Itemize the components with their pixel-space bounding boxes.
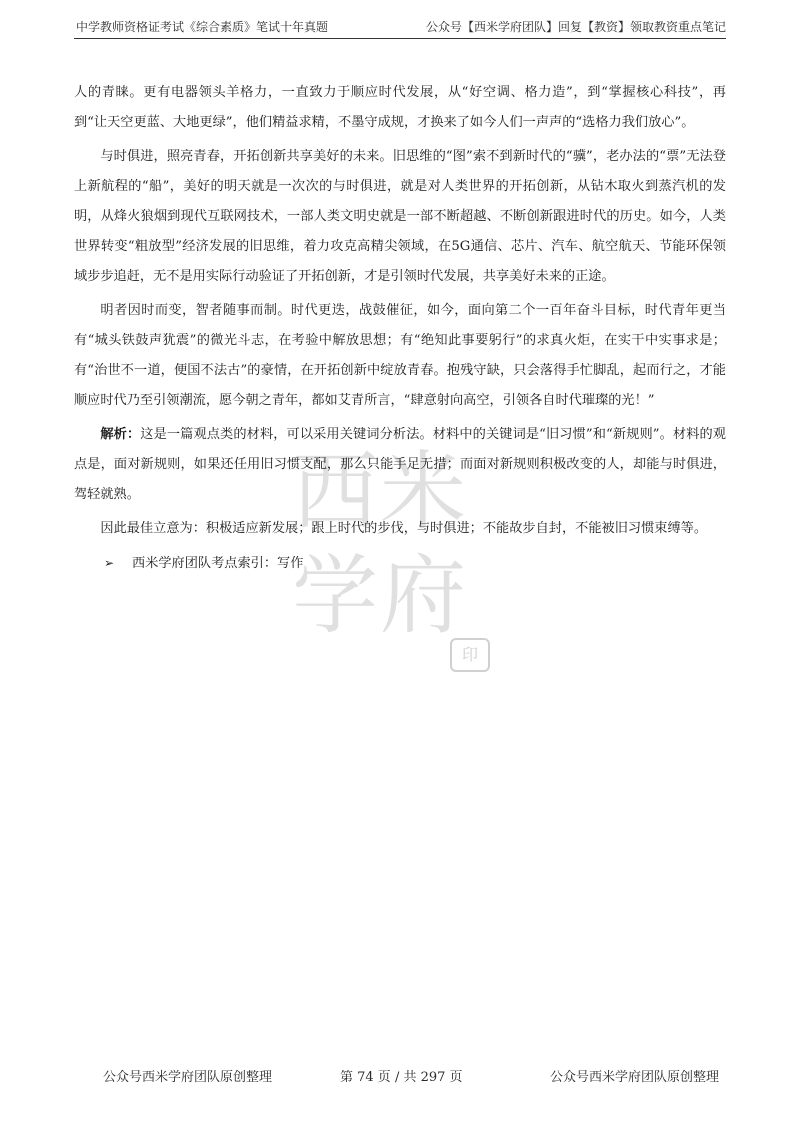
topic-index-text: 西米学府团队考点索引：写作 (132, 556, 304, 571)
paragraph-3: 明者因时而变，智者随事而制。时代更迭，战鼓催征，如今，面向第二个一百年奋斗目标，时代青年更当有“城头铁鼓声犹震”的微光斗志，在考验中解放思想；有“绝知此事要躬行”的求真火炬，在实干中实事求是；有“治世不一道，便国不法古”的豪情，在开拓创新中绽放青春。抱残守缺，只会落得手忙脚乱，起而行之，才能顺应时代乃至引领潮流，愿今朝之青年，都如艾青所言，“肆意射向高空，引领各自时代璀璨的光！” (74, 303, 726, 408)
header-title: 中学教师资格证考试《综合素质》笔试十年真题 (76, 20, 329, 34)
watermark-seal: 印 (450, 638, 490, 672)
analysis-text: 这是一篇观点类的材料，可以采用关键词分析法。材料中的关键词是“旧习惯”和“新规则”。材料的观点是，面对新规则，如果还任用旧习惯支配，那么只能手足无措；而面对新规则积极改变的人，却能与时俱进，驾轻就熟。 (74, 427, 726, 502)
page-footer (0, 1066, 800, 1086)
header-promo: 公众号【西米学府团队】回复【教资】领取教资重点笔记 (425, 20, 726, 34)
footer-right: 公众号西米学府团队原创整理 (550, 1070, 720, 1085)
analysis-paragraph (74, 420, 726, 510)
watermark-line-2: 学府 (292, 546, 468, 646)
page-header (74, 14, 726, 39)
arrow-bullet-icon: ➢ (104, 556, 115, 570)
topic-index (74, 548, 726, 579)
paragraph-2: 与时俱进，照亮青春，开拓创新共享美好的未来。旧思维的“图”索不到新时代的“骥”，老办法的“票”无法登上新航程的“船”，美好的明天就是一次次的与时俱进，就是对人类世界的开拓创新，从钻木取火到蒸汽机的发明，从烽火狼烟到现代互联网技术，一部人类文明史就是一部不断超越、不断创新跟进时代的历史。如今，人类世界转变“粗放型”经济发展的旧思维，着力攻克高精尖领域，在5G通信、芯片、汽车、航空航天、节能环保领域步步追赶，无不是用实际行动验证了开拓创新，才是引领时代发展，共享美好未来的正途。 (74, 149, 726, 284)
analysis-label: 解析： (100, 427, 141, 442)
document-body (74, 78, 726, 579)
conclusion-paragraph: 因此最佳立意为：积极适应新发展；跟上时代的步伐，与时俱进；不能故步自封，不能被旧习惯束缚等。 (100, 521, 708, 536)
paragraph-1: 人的青睐。更有电器领头羊格力，一直致力于顺应时代发展，从“好空调、格力造”，到“掌握核心科技”，再到“让天空更蓝、大地更绿”，他们精益求精，不墨守成规，才换来了如今人们一声声的“选格力我们放心”。 (74, 85, 726, 130)
page-number: 第 74 页 / 共 297 页 (340, 1070, 463, 1085)
watermark-line-1: 西米 (292, 442, 468, 542)
footer-left: 公众号西米学府团队原创整理 (103, 1070, 273, 1085)
